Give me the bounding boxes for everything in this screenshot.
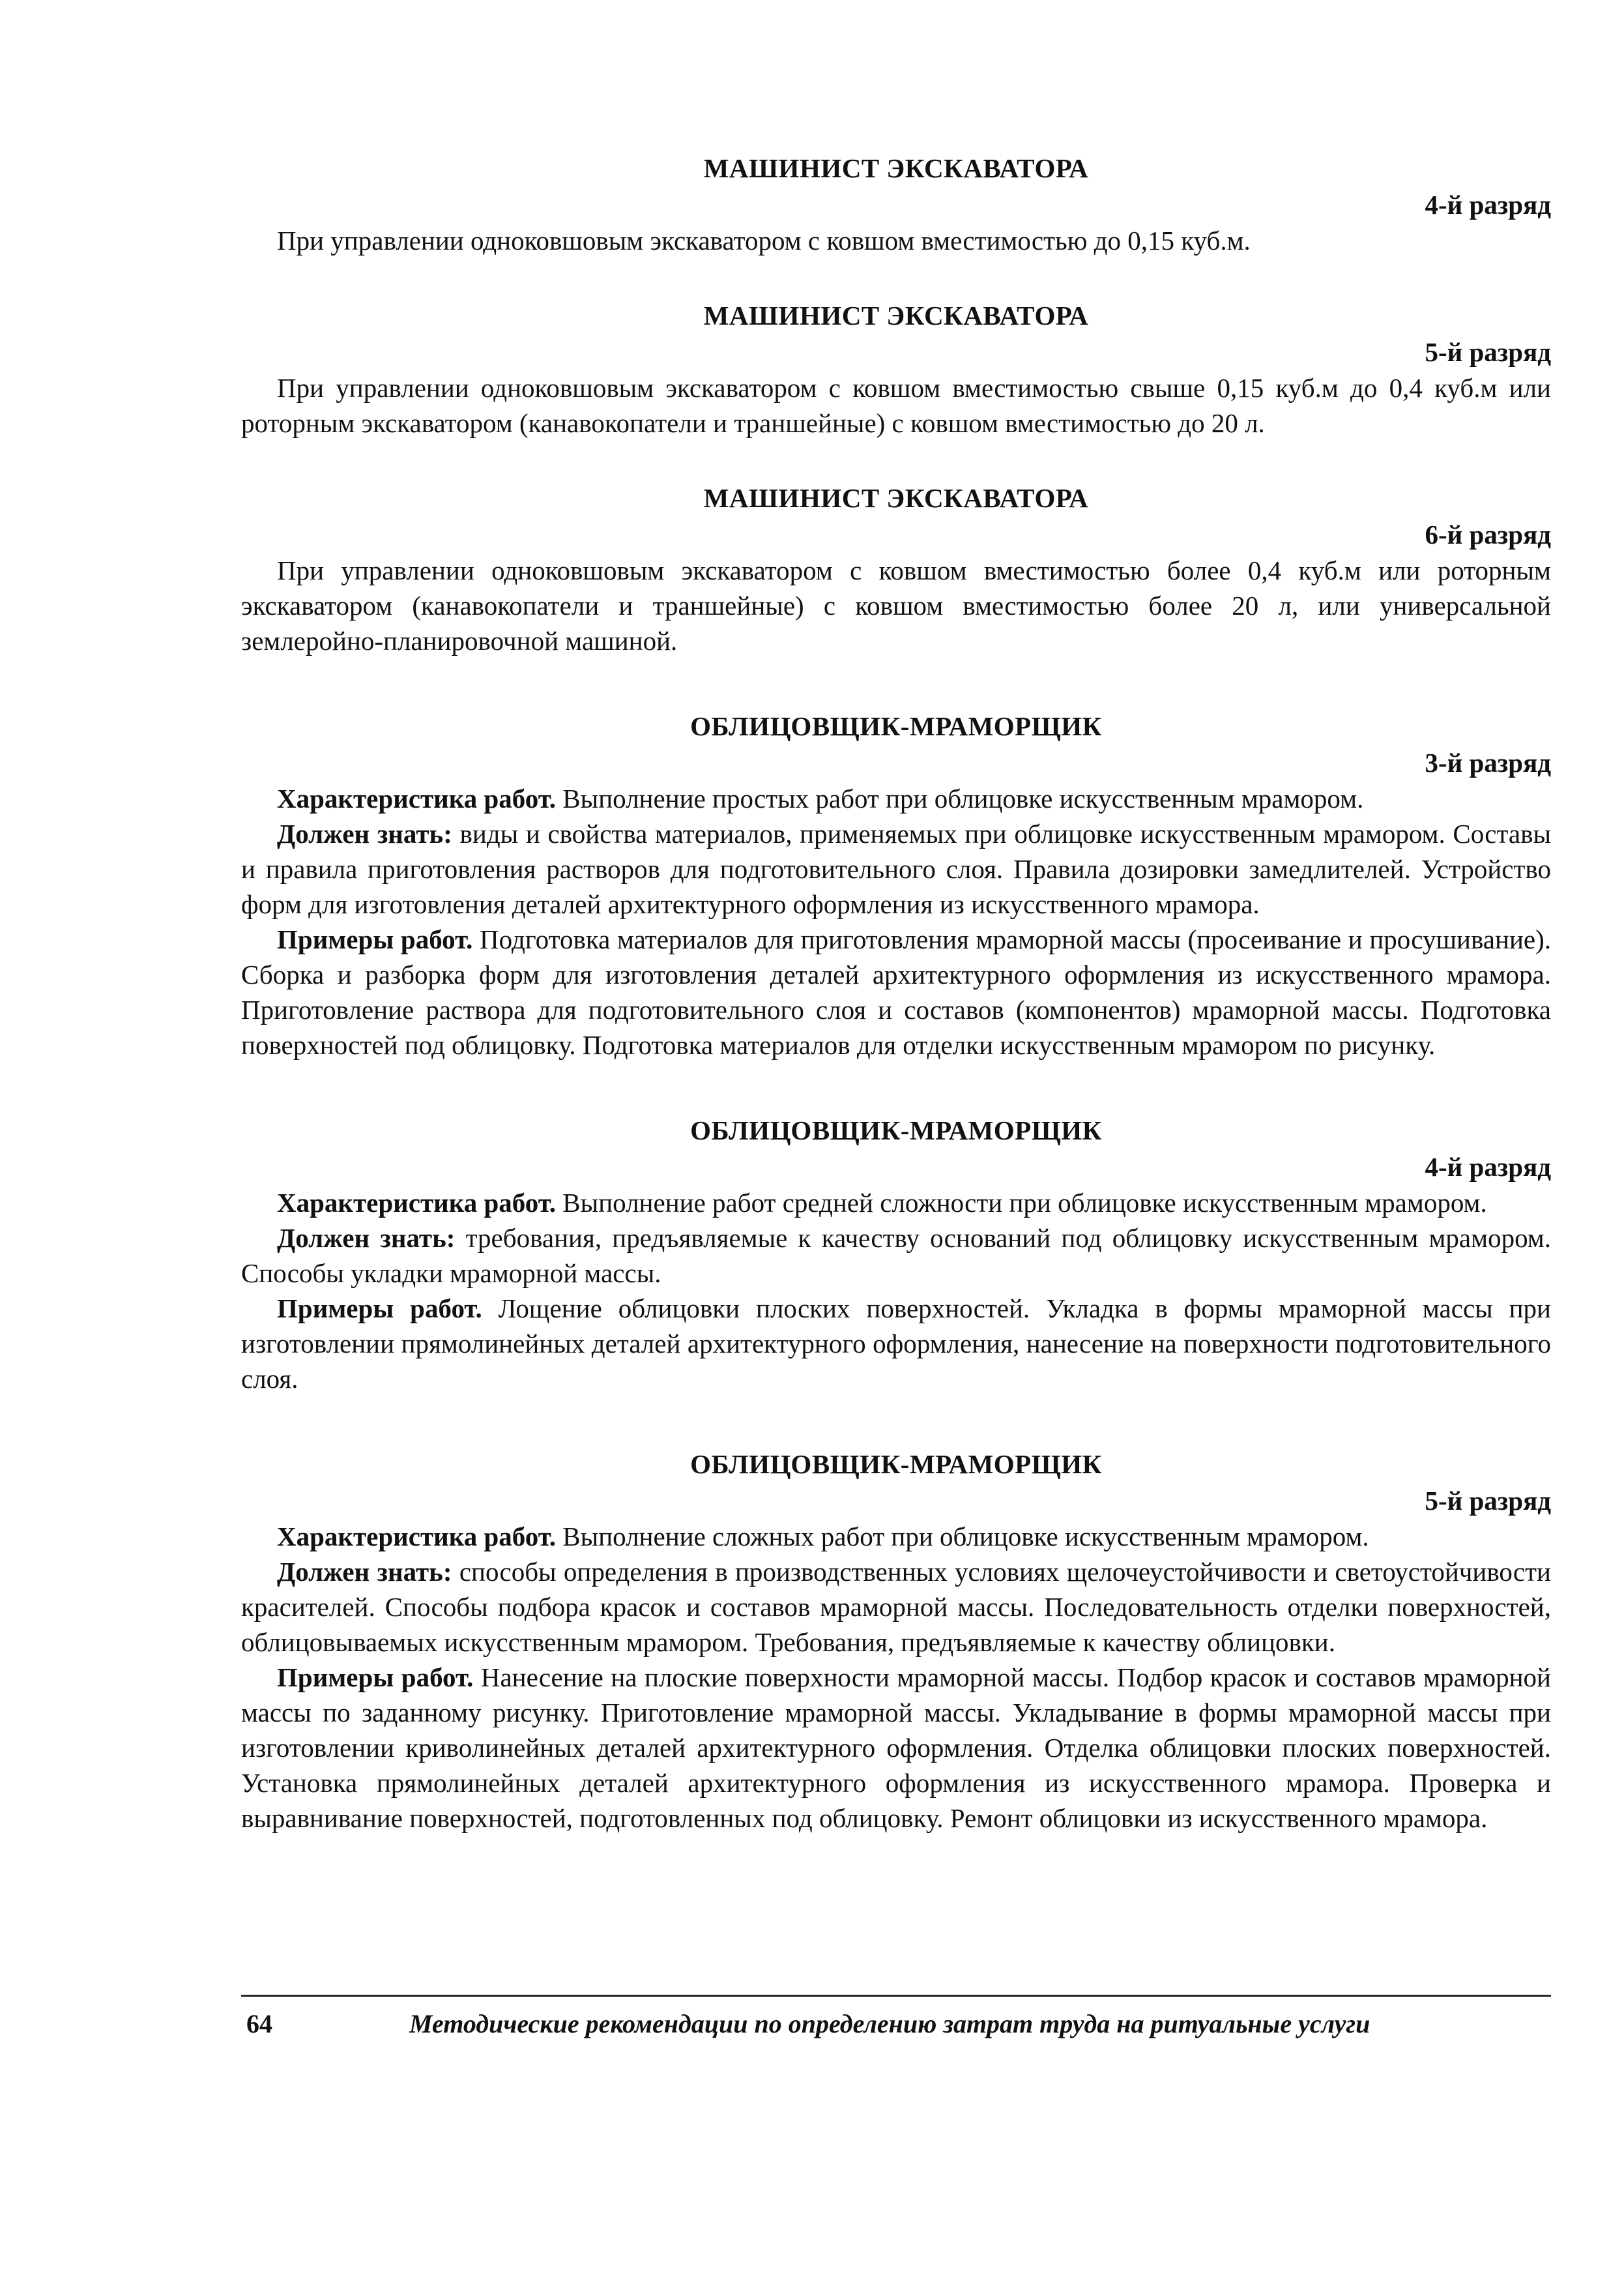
section-title: МАШИНИСТ ЭКСКАВАТОРА	[703, 153, 1089, 183]
section-marble-4	[241, 1112, 1551, 1396]
work-characteristics	[241, 781, 1551, 816]
required-knowledge-text: виды и свойства материалов, применяемых при облицовке искусственным мрамором. Составы и правила приготовления растворов для подготовительного слоя. Правила дозировки замедлителей. Устройство форм для изготовления деталей архитектурного оформления из искусственного мрамора.	[241, 819, 1551, 919]
section-title: ОБЛИЦОВЩИК-МРАМОРЩИК	[690, 1449, 1102, 1479]
section-excavator-6	[241, 480, 1551, 658]
section-grade: 3-й разряд	[1425, 748, 1551, 778]
work-characteristics-text: Выполнение работ средней сложности при облицовке искусственным мрамором.	[556, 1188, 1487, 1218]
work-examples	[241, 922, 1551, 1063]
required-knowledge-label: Должен знать:	[277, 1557, 452, 1587]
work-examples-label: Примеры работ.	[277, 1662, 474, 1692]
work-characteristics-label: Характеристика работ.	[277, 784, 557, 814]
section-text: При управлении одноковшовым экскаватором с ковшом вместимостью более 0,4 куб.м или роторным экскаватором (канавокопатели и траншейные) с ковшом вместимостью более 20 л, или универсальной землеройно-планировочной машиной.	[241, 555, 1551, 656]
required-knowledge-text: требования, предъявляемые к качеству оснований под облицовку искусственным мрамором. Способы укладки мраморной массы.	[241, 1223, 1551, 1288]
work-characteristics	[241, 1185, 1551, 1220]
work-examples	[241, 1291, 1551, 1396]
section-excavator-4	[241, 150, 1551, 258]
required-knowledge-label: Должен знать:	[277, 1223, 456, 1253]
work-characteristics-text: Выполнение сложных работ при облицовке искусственным мрамором.	[556, 1521, 1369, 1551]
page-footer	[241, 1995, 1551, 2041]
required-knowledge-label: Должен знать:	[277, 819, 452, 849]
work-characteristics-label: Характеристика работ.	[277, 1188, 557, 1218]
work-characteristics-label: Характеристика работ.	[277, 1521, 557, 1551]
section-grade: 5-й разряд	[1425, 1486, 1551, 1516]
section-marble-5	[241, 1446, 1551, 1836]
work-examples-text: Подготовка материалов для приготовления мраморной массы (просеивание и просушивание). Сборка и разборка форм для изготовления деталей архитектурного оформления из искусственного мрамора. Приготовление раствора для подготовительного слоя и составов (компонентов) мраморной массы. Подготовка поверхностей под облицовку. Подготовка материалов для отделки искусственным мрамором по рисунку.	[241, 924, 1551, 1060]
section-text: При управлении одноковшовым экскаватором с ковшом вместимостью до 0,15 куб.м.	[277, 226, 1251, 256]
work-examples-label: Примеры работ.	[277, 1293, 482, 1323]
section-marble-3	[241, 708, 1551, 1063]
required-knowledge	[241, 1220, 1551, 1291]
required-knowledge-text: способы определения в производственных условиях щелочеустойчивости и светоустойчивости красителей. Способы подбора красок и составов мраморной массы. Последовательность отделки поверхностей, облицовываемых искусственным мрамором. Требования, предъявляемые к качеству облицовки.	[241, 1557, 1551, 1657]
document-page	[241, 150, 1551, 1836]
section-text: При управлении одноковшовым экскаватором с ковшом вместимостью свыше 0,15 куб.м до 0,4 куб.м или роторным экскаватором (канавокопатели и траншейные) с ковшом вместимостью до 20 л.	[241, 373, 1551, 438]
work-examples	[241, 1660, 1551, 1836]
section-title: МАШИНИСТ ЭКСКАВАТОРА	[703, 301, 1089, 331]
work-examples-label: Примеры работ.	[277, 924, 473, 954]
work-characteristics-text: Выполнение простых работ при облицовке искусственным мрамором.	[556, 784, 1364, 814]
section-title: ОБЛИЦОВЩИК-МРАМОРЩИК	[690, 711, 1102, 741]
section-title: МАШИНИСТ ЭКСКАВАТОРА	[703, 483, 1089, 513]
section-title: ОБЛИЦОВЩИК-МРАМОРЩИК	[690, 1115, 1102, 1145]
section-excavator-5	[241, 297, 1551, 441]
section-grade: 4-й разряд	[1425, 190, 1551, 220]
work-examples-text: Лощение облицовки плоских поверхностей. Укладка в формы мраморной массы при изготовлении прямолинейных деталей архитектурного оформления, нанесение на поверхности подготовительного слоя.	[241, 1293, 1551, 1394]
required-knowledge	[241, 816, 1551, 922]
footer-text: Методические рекомендации по определению затрат труда на ритуальные услуги	[409, 2009, 1370, 2038]
work-examples-text: Нанесение на плоские поверхности мраморной массы. Подбор красок и составов мраморной массы по заданному рисунку. Приготовление мраморной массы. Укладывание в формы мраморной массы при изготовлении криволинейных деталей архитектурного оформления. Отделка облицовки плоских поверхностей. Установка прямолинейных деталей архитектурного оформления из искусственного мрамора. Проверка и выравнивание поверхностей, подготовленных под облицовку. Ремонт облицовки из искусственного мрамора.	[241, 1662, 1551, 1833]
section-grade: 5-й разряд	[1425, 337, 1551, 367]
section-grade: 6-й разряд	[1425, 520, 1551, 550]
page-number: 64	[246, 2009, 272, 2038]
required-knowledge	[241, 1554, 1551, 1660]
work-characteristics	[241, 1519, 1551, 1554]
section-grade: 4-й разряд	[1425, 1152, 1551, 1182]
